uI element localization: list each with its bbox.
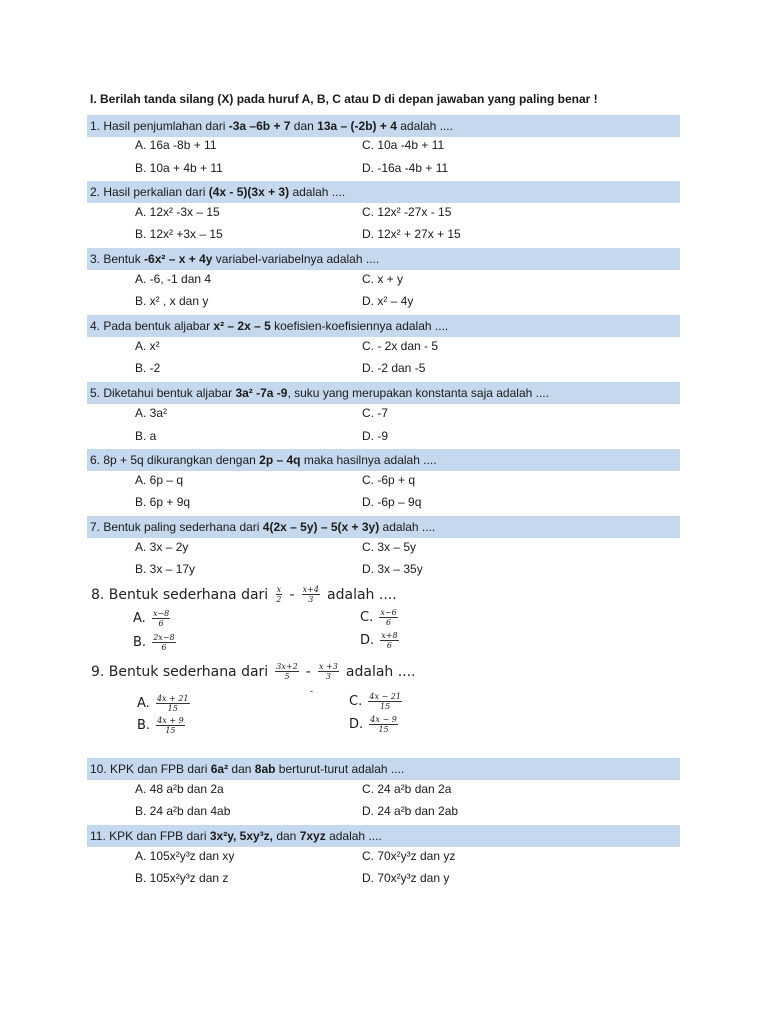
q3-option-c[interactable]: C. x + y xyxy=(362,272,404,286)
q5-option-d[interactable]: D. -9 xyxy=(362,429,389,443)
instruction-text: I. Berilah tanda silang (X) pada huruf A, B, C atau D di depan jawaban yang paling benar ! xyxy=(90,92,598,106)
q1-option-c[interactable]: C. 10a -4b + 11 xyxy=(362,138,445,152)
q8-fraction-2: $\frac{x+4}{3}$ xyxy=(302,585,319,604)
question-6: 6. 8p + 5q dikurangkan dengan 2p – 4q maka hasilnya adalah .... xyxy=(87,449,680,471)
question-9: 9. Bentuk sederhana dari $\frac{3x+2}{5}$ - $\frac{x +3}{3}$ adalah .... xyxy=(91,662,416,681)
q4-option-a[interactable]: A. x² xyxy=(135,339,160,353)
question-2: 2. Hasil perkalian dari (4x - 5)(3x + 3) adalah .... xyxy=(87,181,680,203)
q2-option-c[interactable]: C. 12x² -27x - 15 xyxy=(362,205,452,219)
q7-option-d[interactable]: D. 3x – 35y xyxy=(362,562,423,576)
q8-option-a[interactable]: A. $\frac{x-8}{6}$ xyxy=(133,609,170,628)
q7-option-b[interactable]: B. 3x – 17y xyxy=(135,562,196,576)
question-1: 1. Hasil penjumlahan dari -3a –6b + 7 dan 13a – (-2b) + 4 adalah .... xyxy=(87,115,680,137)
q9-option-a[interactable]: A. $\frac{4x + 21}{15}$ xyxy=(137,694,189,713)
q6-option-c[interactable]: C. -6p + q xyxy=(362,473,416,487)
q7-option-c[interactable]: C. 3x – 5y xyxy=(362,540,417,554)
q1-option-d[interactable]: D. -16a -4b + 11 xyxy=(362,161,449,175)
q11-option-a[interactable]: A. 105x²y³z dan xy xyxy=(135,849,235,863)
q2-option-a[interactable]: A. 12x² -3x – 15 xyxy=(135,205,220,219)
question-11: 11. KPK dan FPB dari 3x²y, 5xy³z, dan 7xyz adalah .... xyxy=(87,825,680,847)
question-10: 10. KPK dan FPB dari 6a² dan 8ab berturut-turut adalah .... xyxy=(87,758,680,780)
q4-option-b[interactable]: B. -2 xyxy=(135,361,161,375)
q11-option-d[interactable]: D. 70x²y³z dan y xyxy=(362,871,450,885)
q8-option-d[interactable]: D. $\frac{x+8}{6}$ xyxy=(360,631,398,650)
q9-fraction-1: $\frac{3x+2}{5}$ xyxy=(276,662,298,681)
stray-mark: - xyxy=(310,686,313,696)
q5-option-a[interactable]: A. 3a² xyxy=(135,406,168,420)
question-5: 5. Diketahui bentuk aljabar 3a² -7a -9, suku yang merupakan konstanta saja adalah .... xyxy=(87,382,680,404)
q8-option-c[interactable]: C. $\frac{x-6}{6}$ xyxy=(360,608,397,627)
question-8: 8. Bentuk sederhana dari $\frac{x}{2}$ - $\frac{x+4}{3}$ adalah .... xyxy=(91,585,397,604)
q9-option-d[interactable]: D. $\frac{4x - 9}{15}$ xyxy=(349,715,397,734)
q8-fraction-1: $\frac{x}{2}$ xyxy=(276,585,282,604)
q10-option-a[interactable]: A. 48 a²b dan 2a xyxy=(135,782,224,796)
question-4: 4. Pada bentuk aljabar x² – 2x – 5 koefisien-koefisiennya adalah .... xyxy=(87,315,680,337)
q10-option-c[interactable]: C. 24 a²b dan 2a xyxy=(362,782,452,796)
q6-option-a[interactable]: A. 6p – q xyxy=(135,473,184,487)
question-7: 7. Bentuk paling sederhana dari 4(2x – 5y) – 5(x + 3y) adalah .... xyxy=(87,516,680,538)
q3-option-b[interactable]: B. x² , x dan y xyxy=(135,294,209,308)
q8-option-b[interactable]: B. $\frac{2x-8}{6}$ xyxy=(133,633,175,652)
q7-option-a[interactable]: A. 3x – 2y xyxy=(135,540,189,554)
q6-option-d[interactable]: D. -6p – 9q xyxy=(362,495,422,509)
q9-fraction-2: $\frac{x +3}{3}$ xyxy=(318,662,338,681)
q1-option-b[interactable]: B. 10a + 4b + 11 xyxy=(135,161,223,175)
q6-option-b[interactable]: B. 6p + 9q xyxy=(135,495,191,509)
q10-option-d[interactable]: D. 24 a²b dan 2ab xyxy=(362,804,459,818)
q9-option-c[interactable]: C. $\frac{4x - 21}{15}$ xyxy=(349,692,401,711)
q1-option-a[interactable]: A. 16a -8b + 11 xyxy=(135,138,217,152)
q4-option-d[interactable]: D. -2 dan -5 xyxy=(362,361,426,375)
q4-option-c[interactable]: C. - 2x dan - 5 xyxy=(362,339,439,353)
q5-option-b[interactable]: B. a xyxy=(135,429,157,443)
q5-option-c[interactable]: C. -7 xyxy=(362,406,389,420)
q11-option-c[interactable]: C. 70x²y³z dan yz xyxy=(362,849,456,863)
q2-option-b[interactable]: B. 12x² +3x – 15 xyxy=(135,227,223,241)
q2-option-d[interactable]: D. 12x² + 27x + 15 xyxy=(362,227,461,241)
question-3: 3. Bentuk -6x² – x + 4y variabel-variabelnya adalah .... xyxy=(87,248,680,270)
q10-option-b[interactable]: B. 24 a²b dan 4ab xyxy=(135,804,231,818)
q9-option-b[interactable]: B. $\frac{4x + 9}{15}$ xyxy=(137,716,184,735)
q11-option-b[interactable]: B. 105x²y³z dan z xyxy=(135,871,229,885)
q3-option-d[interactable]: D. x² – 4y xyxy=(362,294,414,308)
q3-option-a[interactable]: A. -6, -1 dan 4 xyxy=(135,272,212,286)
